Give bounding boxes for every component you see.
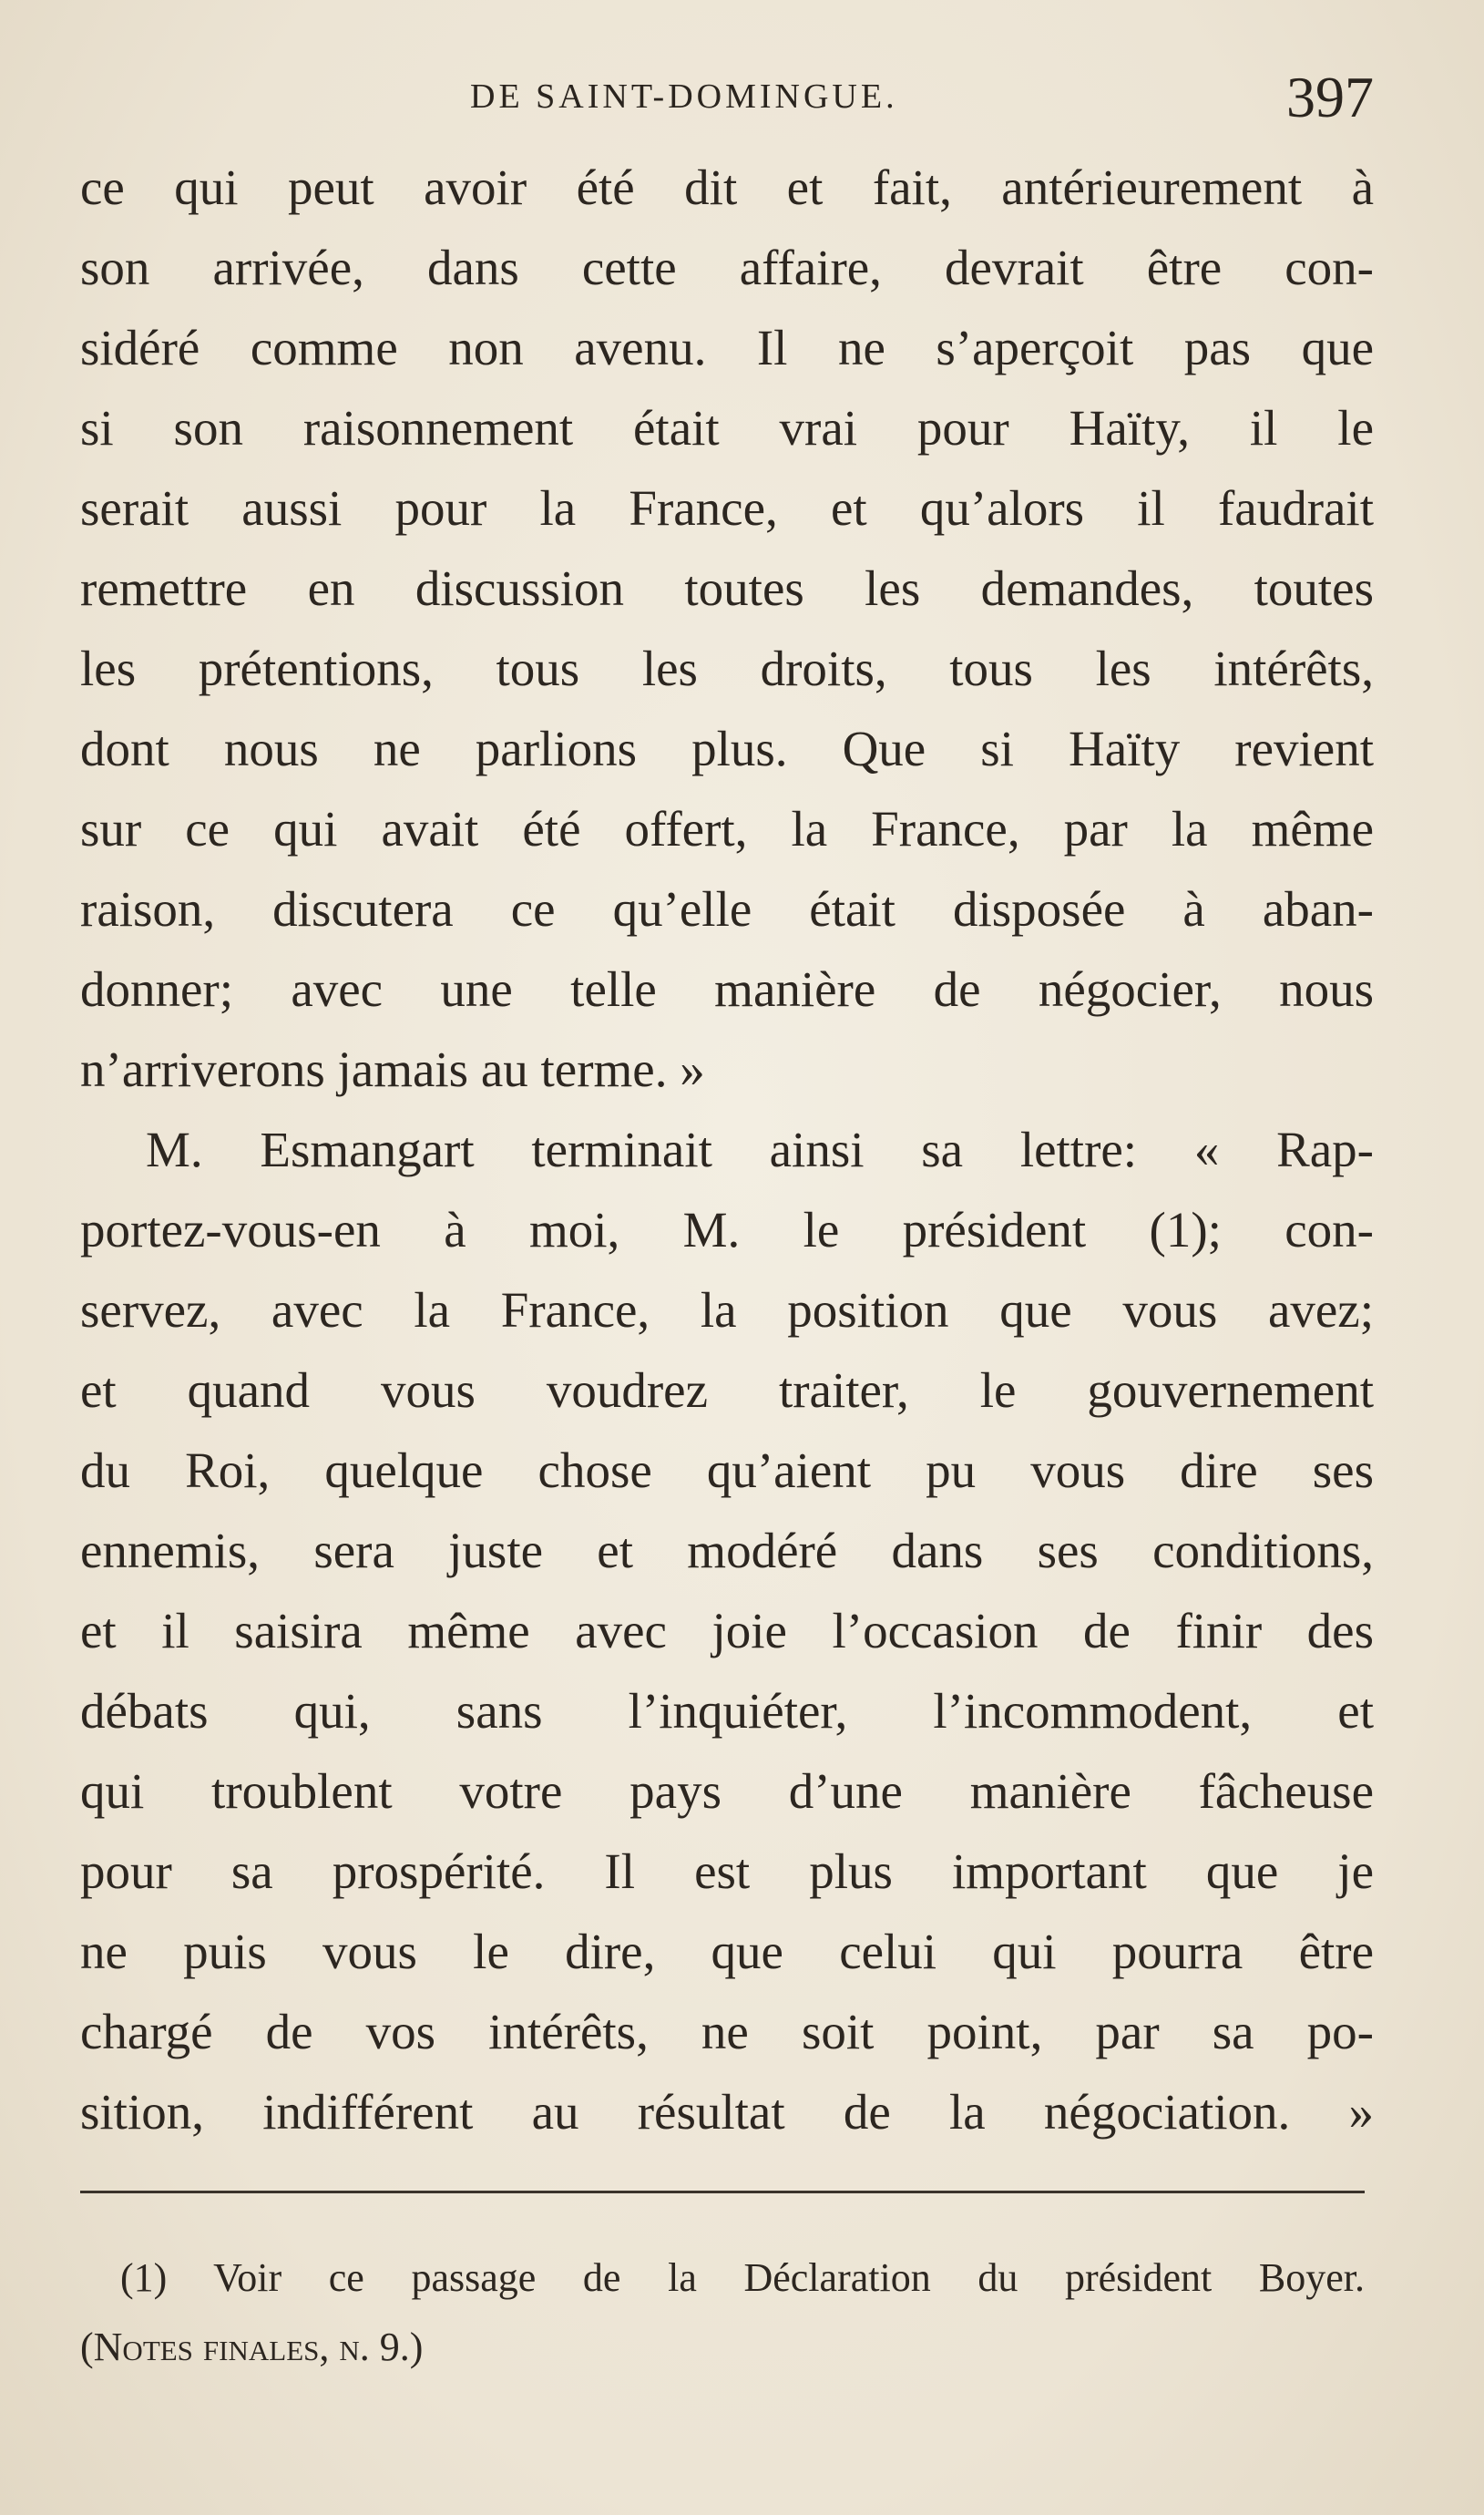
footnote-rule: [80, 2191, 1365, 2193]
page-number: 397: [1286, 65, 1374, 129]
text-line: portez-vous-en à moi, M. le président (1); con-: [80, 1202, 1374, 1258]
footnote-line: (1) Voir ce passage de la Déclaration du président Boyer.: [120, 2255, 1365, 2300]
text-line: remettre en discussion toutes les demandes, toutes: [80, 560, 1374, 616]
text-line: dont nous ne parlions plus. Que si Haïty revient: [80, 721, 1374, 776]
text-line: débats qui, sans l’inquiéter, l’incommodent, et: [80, 1683, 1374, 1739]
text-line: si son raisonnement était vrai pour Haïty, il le: [80, 400, 1374, 456]
text-line: raison, discutera ce qu’elle était disposée à aban-: [80, 881, 1374, 937]
text-line: son arrivée, dans cette affaire, devrait être con-: [80, 240, 1374, 295]
text-line: servez, avec la France, la position que vous avez;: [80, 1282, 1374, 1338]
footnote: [80, 2243, 1365, 2382]
text-line: sidéré comme non avenu. Il ne s’aperçoit pas que: [80, 320, 1374, 375]
text-line: ne puis vous le dire, que celui qui pourra être: [80, 1924, 1374, 1979]
text-line: sur ce qui avait été offert, la France, par la même: [80, 801, 1374, 857]
text-line: et quand vous voudrez traiter, le gouvernement: [80, 1362, 1374, 1418]
body-text: [80, 148, 1374, 2152]
text-line: ennemis, sera juste et modéré dans ses conditions,: [80, 1523, 1374, 1578]
running-head: [80, 64, 1374, 146]
text-line: ce qui peut avoir été dit et fait, antérieurement à: [80, 159, 1374, 215]
text-line: sition, indifférent au résultat de la négociation. »: [80, 2084, 1374, 2140]
text-line: serait aussi pour la France, et qu’alors il faudrait: [80, 480, 1374, 536]
footnote-reference: (Notes finales, n. 9.): [80, 2325, 424, 2369]
text-line: les prétentions, tous les droits, tous les intérêts,: [80, 641, 1374, 696]
text-line: du Roi, quelque chose qu’aient pu vous dire ses: [80, 1442, 1374, 1498]
text-line: donner; avec une telle manière de négocier, nous: [80, 961, 1374, 1017]
text-line: qui troublent votre pays d’une manière fâcheuse: [80, 1763, 1374, 1819]
text-line-paragraph-start: M. Esmangart terminait ainsi sa lettre: « Rap-: [146, 1122, 1374, 1177]
text-line: pour sa prospérité. Il est plus important que je: [80, 1843, 1374, 1899]
text-line-paragraph-end: n’arriverons jamais au terme. »: [80, 1042, 705, 1097]
running-title: DE SAINT-DOMINGUE.: [470, 77, 898, 116]
text-line: chargé de vos intérêts, ne soit point, par sa po-: [80, 2004, 1374, 2059]
text-line: et il saisira même avec joie l’occasion de finir des: [80, 1603, 1374, 1658]
